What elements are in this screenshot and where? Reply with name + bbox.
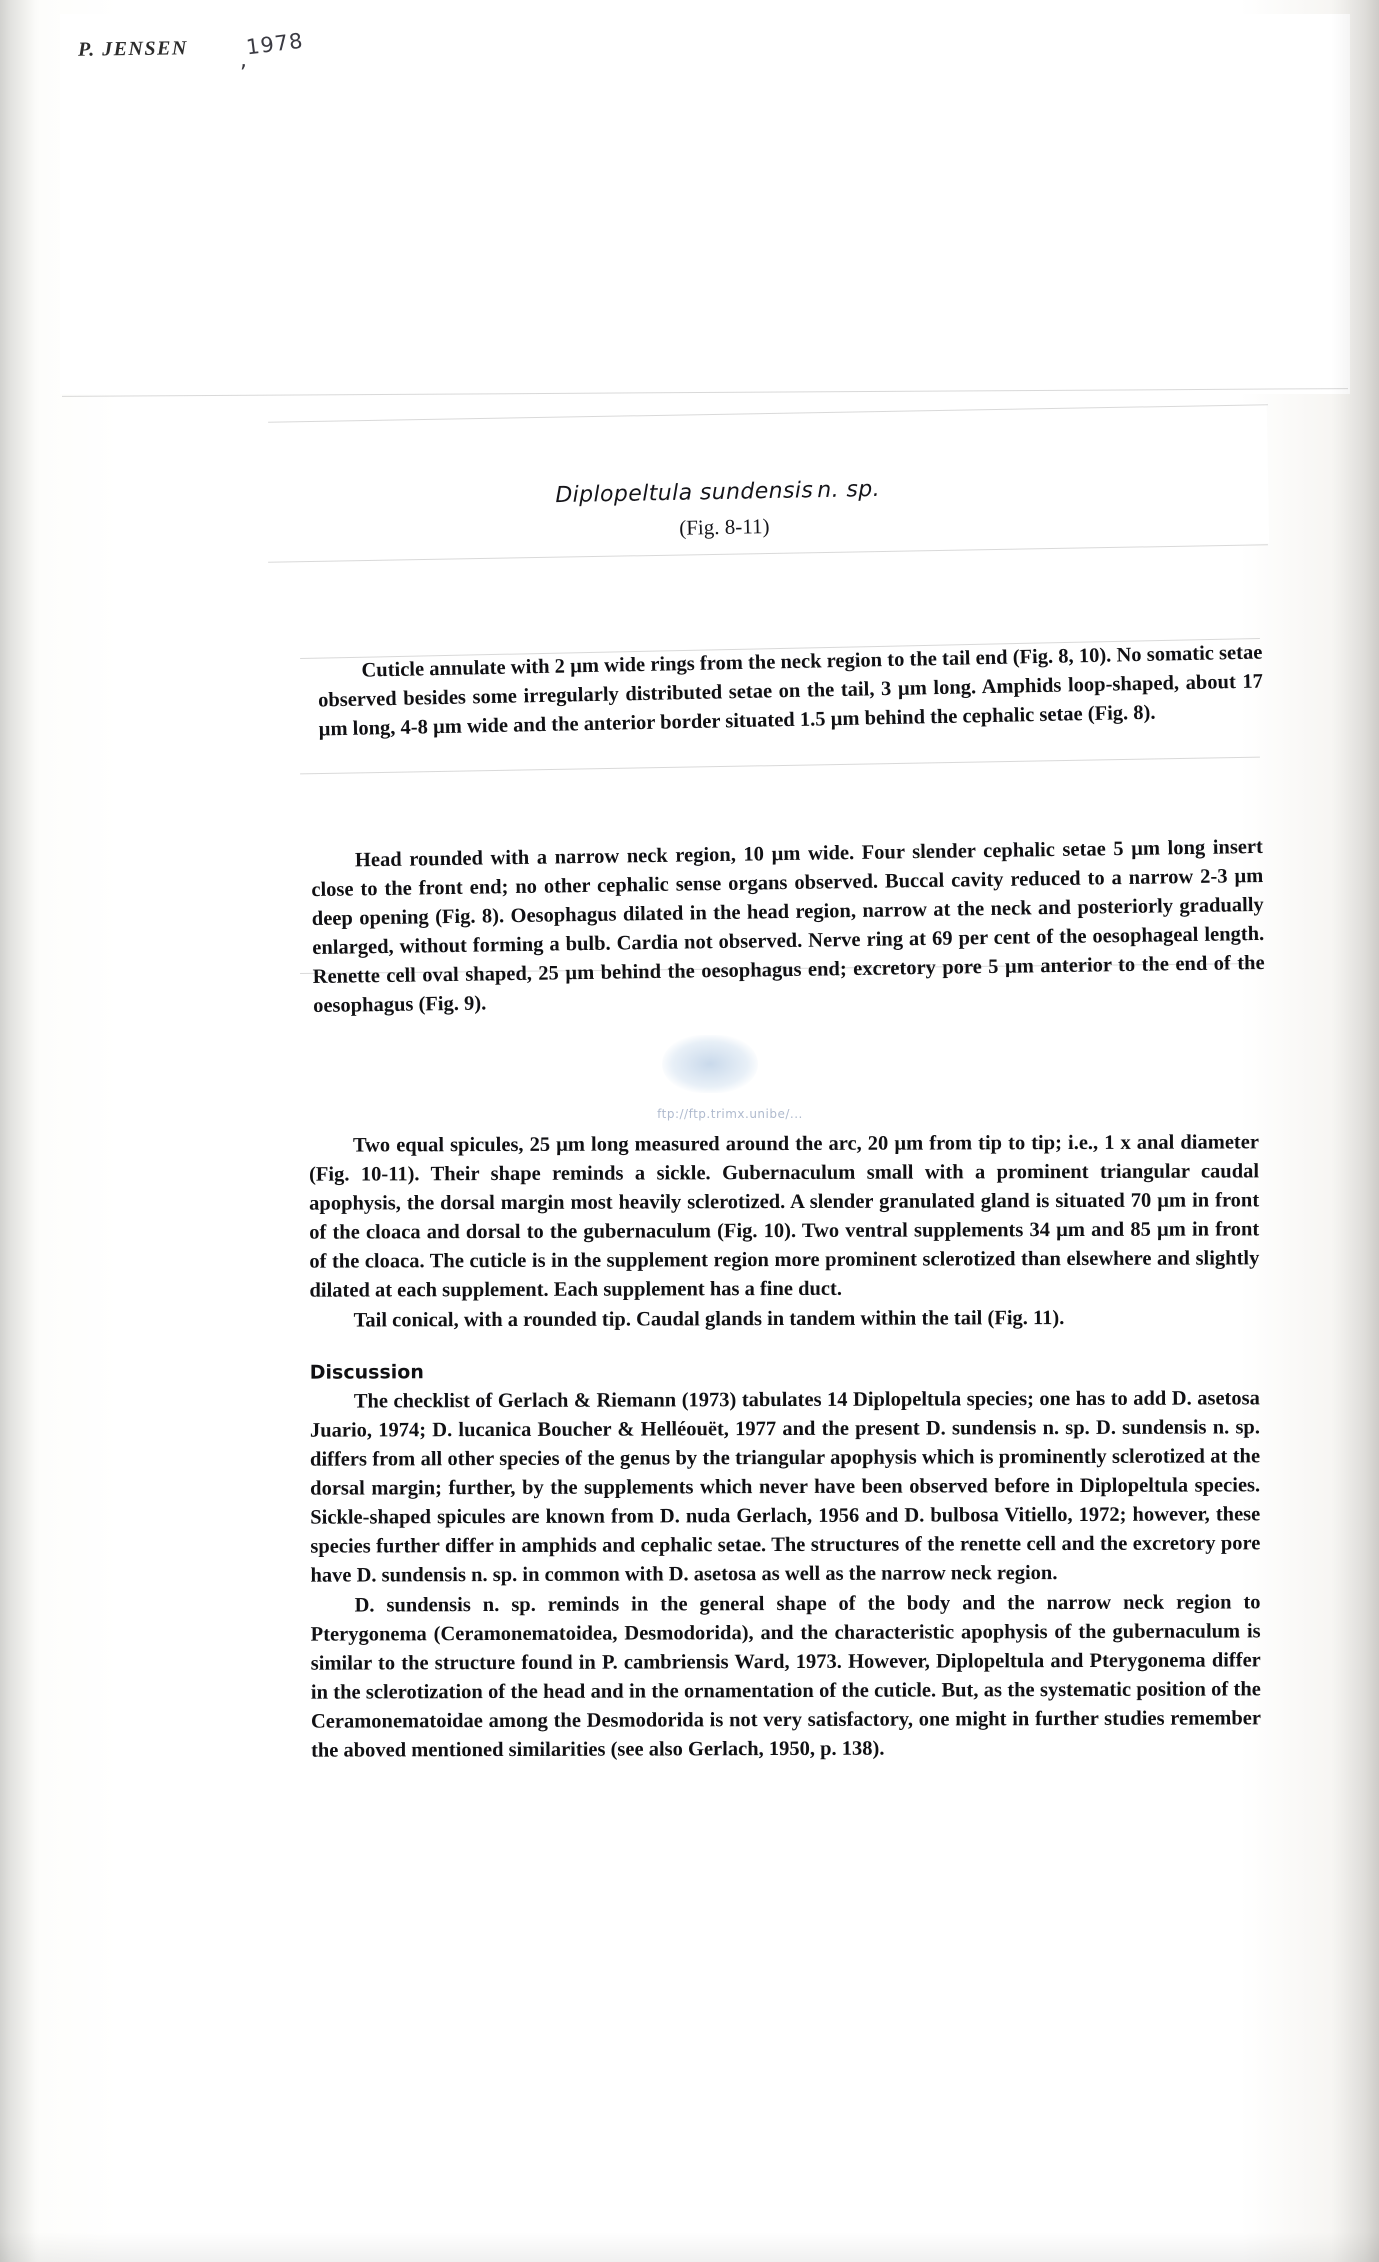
handwritten-comma: , [240, 48, 247, 73]
paragraph-block-2 [311, 833, 1265, 1021]
species-rank: n. sp. [817, 476, 881, 504]
paragraph: Two equal spicules, 25 µm long measured around the arc, 20 µm from tip to tip; i.e., 1 x anal diameter (Fig. 10-11). Their shape reminds a sickle. Gubernaculum small with a prominent triangular caudal apophysis, the dorsal margin most heavily sclerotized. A slender granulated gland is situated 70 µm in front of the cloaca and dorsal to the gubernaculum (Fig. 10). Two ventral supplements 34 µm and 85 µm in front of the cloaca. The cuticle is in the supplement region more prominent sclerotized than elsewhere and slightly dilated at each supplement. Each supplement has a fine duct. [309, 1131, 1260, 1302]
watermark-text: ftp://ftp.trimx.unibe/... [657, 1107, 803, 1121]
discussion-heading: Discussion [309, 1361, 424, 1384]
paragraph: The checklist of Gerlach & Riemann (1973) tabulates 14 Diplopeltula species; one has to add D. asetosa Juario, 1974; D. lucanica Boucher & Helléouët, 1977 and the present D. sundensis n. sp. D. sundensis n. sp. differs from all other species of the genus by the triangular apophysis which is prominently sclerotized at the dorsal margin; further, by the supplements which never have been observed before in Diplopeltula species. Sickle-shaped spicules are known from D. nuda Gerlach, 1956 and D. bulbosa Vitiello, 1972; however, these species further differ in amphids and cephalic setae. The structures of the renette cell and the excretory pore have D. sundensis n. sp. in common with D. asetosa as well as the narrow neck region. [309, 1387, 1261, 1587]
paragraph: Tail conical, with a rounded tip. Caudal glands in tandem within the tail (Fig. 11). [353, 1307, 1065, 1332]
paragraph: D. sundensis n. sp. reminds in the general shape of the body and the narrow neck region to Pterygonema (Ceramonematoidea, Desmodorida), and the characteristic apophysis of the gubernaculum is similar to the structure found in P. cambriensis Ward, 1973. However, Diplopeltula and Pterygonema differ in the sclerotization of the head and in the ornamentation of the cuticle. But, as the systematic position of the Ceramonematoidae among the Desmodorida is not very satisfactory, one might in further studies remember the aboved mentioned similarities (see also Gerlach, 1950, p. 138). [310, 1591, 1261, 1762]
paragraph-block-1 [317, 639, 1264, 745]
figure-reference: (Fig. 8-11) [678, 514, 770, 540]
species-name: Diplopeltula sundensis [555, 478, 814, 509]
paragraph: Head rounded with a narrow neck region, 10 µm wide. Four slender cephalic setae 5 µm long insert close to the front end; no other cephalic sense organs observed. Buccal cavity reduced to a narrow 2-3 µm deep opening (Fig. 8). Oesophagus dilated in the head region, narrow at the neck and posteriorly gradually enlarged, without forming a bulb. Cardia not observed. Nerve ring at 69 per cent of the oesophageal length. Renette cell oval shaped, 25 µm behind the oesophagus end; excretory pore 5 µm anterior to the end of the oesophagus (Fig. 9). [311, 835, 1265, 1018]
body-main-block [309, 1128, 1261, 1765]
handwritten-year-annotation: 1978 [244, 28, 305, 60]
page-bottom-shadow [0, 2232, 1379, 2262]
page-left-shadow [0, 0, 36, 2262]
scan-seam-body-2 [300, 757, 1260, 775]
scan-strip-top [60, 14, 1350, 394]
author-stamp: P. JENSEN [77, 37, 188, 61]
paragraph: Cuticle annulate with 2 µm wide rings from the neck region to the tail end (Fig. 8, 10). No somatic setae observed besides some irregularly distributed setae on the tail, 3 µm long. Amphids loop-shaped, about 17 µm long, 4-8 µm wide and the anterior border situated 1.5 µm behind the cephalic setae (Fig. 8). [317, 641, 1264, 741]
watermark-blob-icon [662, 1035, 758, 1093]
